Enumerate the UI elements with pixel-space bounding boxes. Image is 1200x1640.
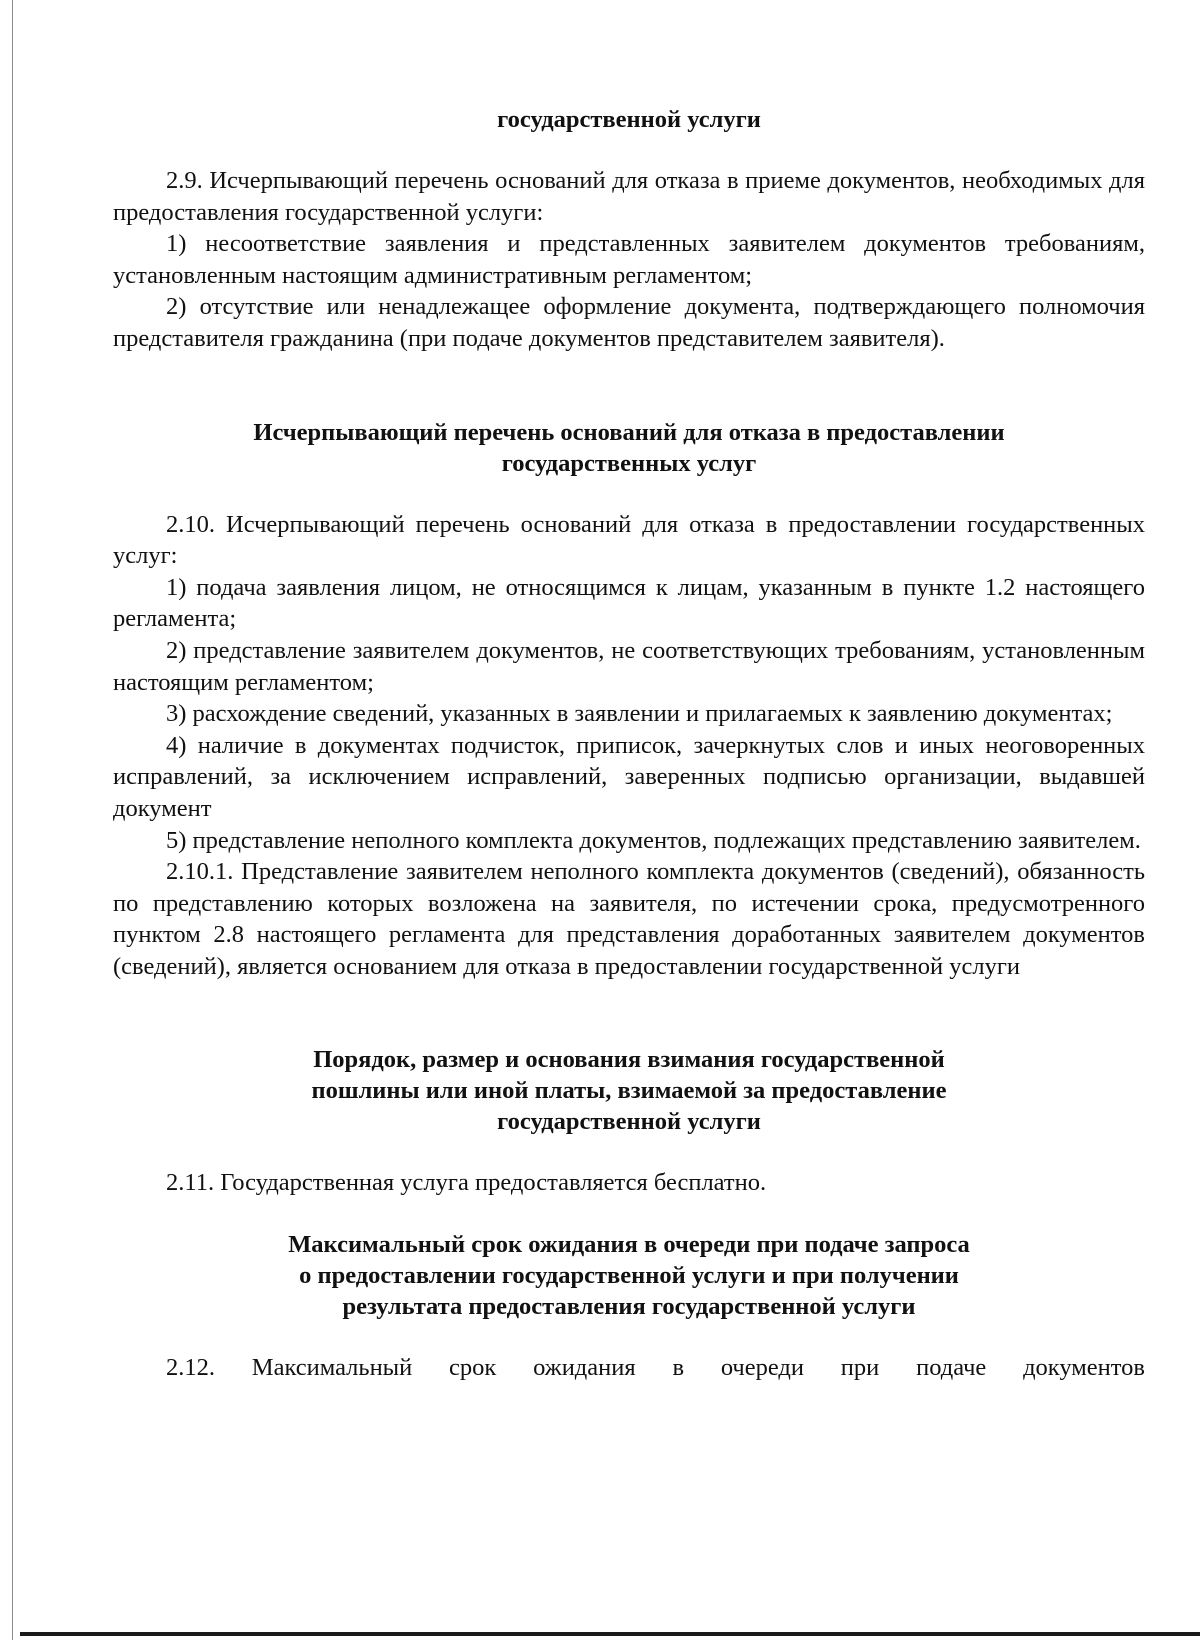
paragraph-2-12: 2.12. Максимальный срок ожидания в очереди при подаче документов	[166, 1354, 1145, 1382]
section-heading-2-12	[113, 1229, 1145, 1322]
paragraph-2-10-item-4: 4) наличие в документах подчисток, приписок, зачеркнутых слов и иных неоговоренных исправлений, за исключением исправлений, заверенных подписью организации, выдавшей документ	[113, 731, 1145, 822]
paragraph-2-10: 2.10. Исчерпывающий перечень оснований для отказа в предоставлении государственных услуг:	[113, 510, 1145, 570]
paragraph-2-10-item-5: 5) представление неполного комплекта документов, подлежащих представлению заявителем.	[166, 826, 1141, 854]
document-page	[113, 104, 1145, 1384]
top-heading: государственной услуги	[497, 106, 761, 133]
section-heading-2-12-line-3: результата предоставления государственной услуги	[342, 1293, 916, 1321]
section-heading-2-11-line-1: Порядок, размер и основания взимания государственной	[313, 1046, 945, 1074]
paragraph-2-9-item-2: 2) отсутствие или ненадлежащее оформление документа, подтверждающего полномочия представителя гражданина (при подаче документов представителем заявителя).	[113, 293, 1145, 352]
section-heading-2-12-line-2: о предоставлении государственной услуги и при получении	[299, 1262, 959, 1290]
paragraph-2-10-item-2: 2) представление заявителем документов, не соответствующих требованиям, установленным настоящим регламентом;	[113, 636, 1145, 696]
paragraph-2-9-item-1: 1) несоответствие заявления и представленных заявителем документов требованиям, установленным настоящим административным регламентом;	[113, 230, 1145, 289]
paragraph-2-10-1: 2.10.1. Представление заявителем неполного комплекта документов (сведений), обязанность по представлению которых возложена на заявителя, по истечении срока, предусмотренного пунктом 2.8 настоящего регламента для представления доработанных заявителем документов (сведений), является основанием для отказа в предоставлении государственной услуги	[113, 858, 1145, 980]
scan-edge-left	[12, 0, 13, 1640]
section-heading-2-10-line-1: Исчерпывающий перечень оснований для отказа в предоставлении	[253, 418, 1005, 446]
section-heading-2-11-line-2: пошлины или иной платы, взимаемой за предоставление	[311, 1077, 947, 1105]
section-heading-2-11-line-3: государственной услуги	[497, 1108, 761, 1136]
section-heading-2-10	[113, 417, 1145, 479]
paragraph-2-11: 2.11. Государственная услуга предоставляется бесплатно.	[166, 1169, 767, 1197]
section-heading-2-11	[113, 1044, 1145, 1137]
section-heading-2-12-line-1: Максимальный срок ожидания в очереди при подаче запроса	[288, 1231, 970, 1259]
section-heading-2-10-line-2: государственных услуг	[501, 449, 757, 477]
paragraph-2-10-item-3: 3) расхождение сведений, указанных в заявлении и прилагаемых к заявлению документах;	[166, 700, 1113, 728]
scan-edge-bottom	[20, 1632, 1200, 1636]
paragraph-2-9: 2.9. Исчерпывающий перечень оснований для отказа в приеме документов, необходимых для предоставления государственной услуги:	[113, 167, 1145, 226]
paragraph-2-10-item-1: 1) подача заявления лицом, не относящимся к лицам, указанным в пункте 1.2 настоящего регламента;	[113, 573, 1145, 633]
